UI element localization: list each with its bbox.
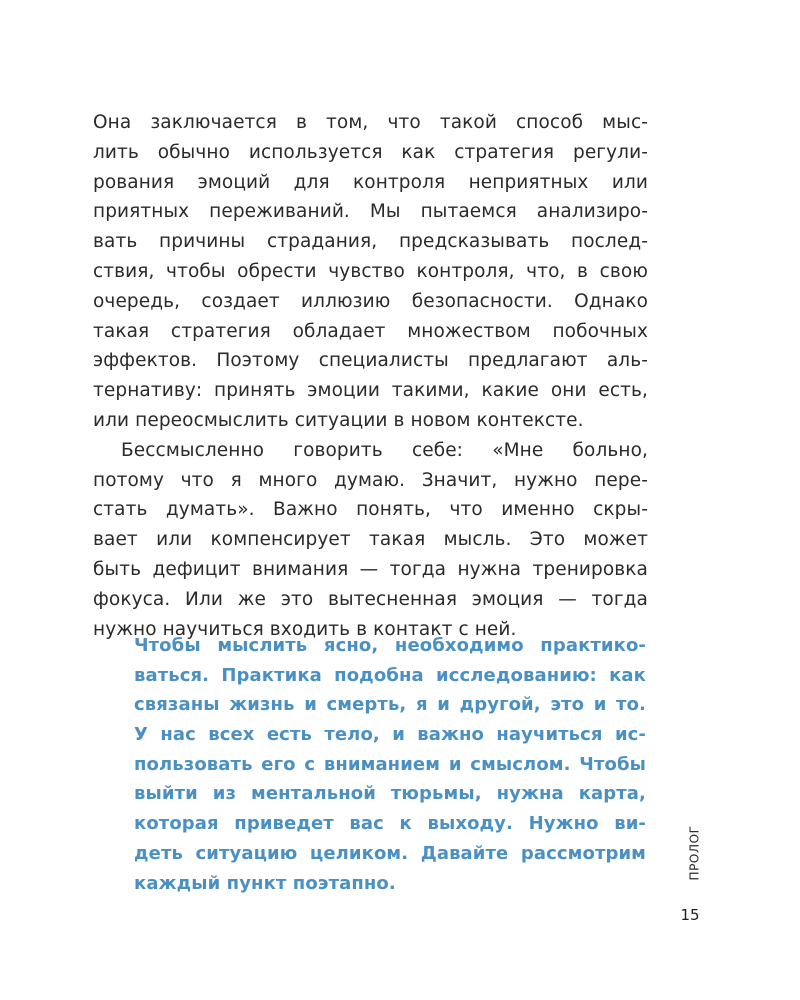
running-head [688, 825, 702, 881]
quote-line: выйти из ментальной тюрьмы, нужна карта, [134, 783, 646, 805]
quote-line: Чтобы мыслить ясно, необходимо практико- [134, 635, 646, 656]
text-line: Она заключается в том, что такой способ мыс- [93, 112, 648, 133]
text-line: приятных переживаний. Мы пытаемся анализиро- [93, 201, 648, 223]
text-line: ствия, чтобы обрести чувство контроля, что, в свою [93, 260, 648, 282]
quote-line: связаны жизнь и смерть, я и другой, это и то. [134, 694, 646, 716]
pull-quote [134, 631, 646, 898]
quote-line: каждый пункт поэтапно. [134, 872, 396, 894]
page-number: 15 [680, 906, 700, 924]
text-line: такая стратегия обладает множеством побочных [93, 320, 648, 342]
body-text [93, 108, 648, 644]
quote-line: пользовать его с вниманием и смыслом. Чтобы [134, 753, 646, 775]
text-line: или переосмыслить ситуации в новом контексте. [93, 409, 584, 431]
quote-line: ваться. Практика подобна исследованию: как [134, 664, 646, 686]
text-line: эффектов. Поэтому специалисты предлагают аль- [93, 350, 648, 372]
text-line: вать причины страдания, предсказывать послед- [93, 231, 648, 253]
text-line: быть дефицит внимания — тогда нужна тренировка [93, 558, 648, 580]
text-line: тернативу: принять эмоции такими, какие они есть, [93, 380, 648, 402]
running-head-label: ПРОЛОГ [688, 825, 702, 881]
text-line: Бессмысленно говорить себе: «Мне больно, [121, 439, 648, 461]
text-line: лить обычно используется как стратегия регули- [93, 141, 648, 163]
text-line: очередь, создает иллюзию безопасности. Однако [93, 290, 648, 312]
text-line: стать думать». Важно понять, что именно скры- [93, 499, 648, 521]
text-line: фокуса. Или же это вытесненная эмоция — тогда [93, 588, 648, 610]
quote-line: У нас всех есть тело, и важно научиться ис- [134, 724, 646, 746]
quote-line: деть ситуацию целиком. Давайте рассмотрим [134, 842, 646, 864]
quote-line: которая приведет вас к выходу. Нужно ви- [134, 813, 646, 835]
text-line: нужно научиться входить в контакт с ней. [93, 618, 517, 640]
text-line: потому что я много думаю. Значит, нужно пере- [93, 469, 648, 491]
text-line: рования эмоций для контроля неприятных или [93, 171, 648, 193]
text-line: вает или компенсирует такая мысль. Это может [93, 529, 648, 551]
